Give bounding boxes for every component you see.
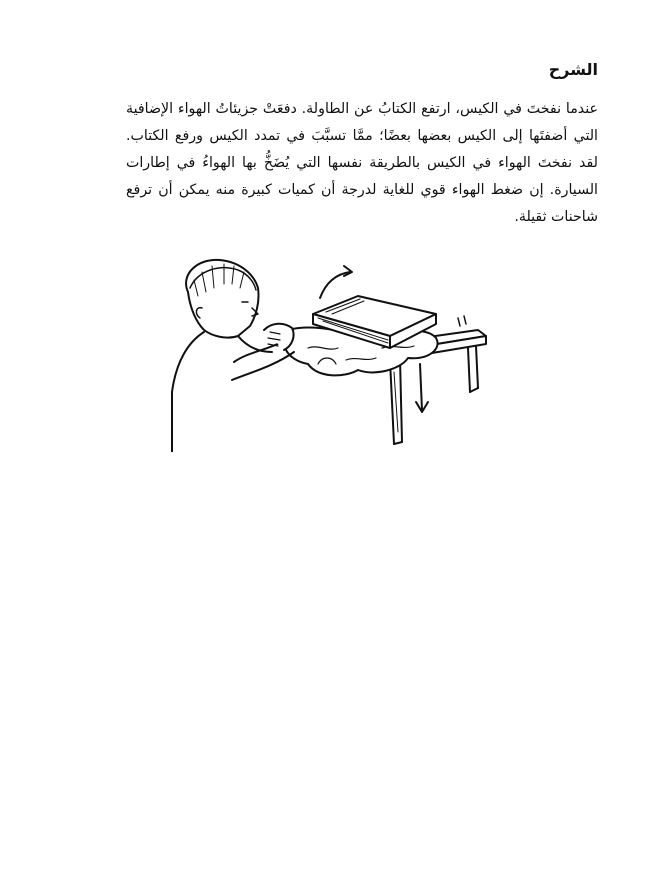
boy-bag-book-illustration xyxy=(168,252,498,452)
section-heading: الشرح xyxy=(548,60,598,79)
boy-drawing xyxy=(172,260,294,452)
explanation-paragraph: عندما نفختَ في الكيس، ارتفع الكتابُ عن الطاولة. دفعَتْ جزيئاتُ الهواء الإضافية التي أضفتَها إلى الكيس بعضها بعضًا؛ ممَّا تسبَّبَ في تمدد الكيس ورفع الكتاب. لقد نفختَ الهواء في الكيس بالطريقة نفسها التي يُضَخُّ بها الهواءُ في إطارات السيارة. إن ضغط الهواء قوي للغاية لدرجة أن كميات كبيرة منه يمكن أن ترفع شاحنات ثقيلة. xyxy=(126,101,598,225)
